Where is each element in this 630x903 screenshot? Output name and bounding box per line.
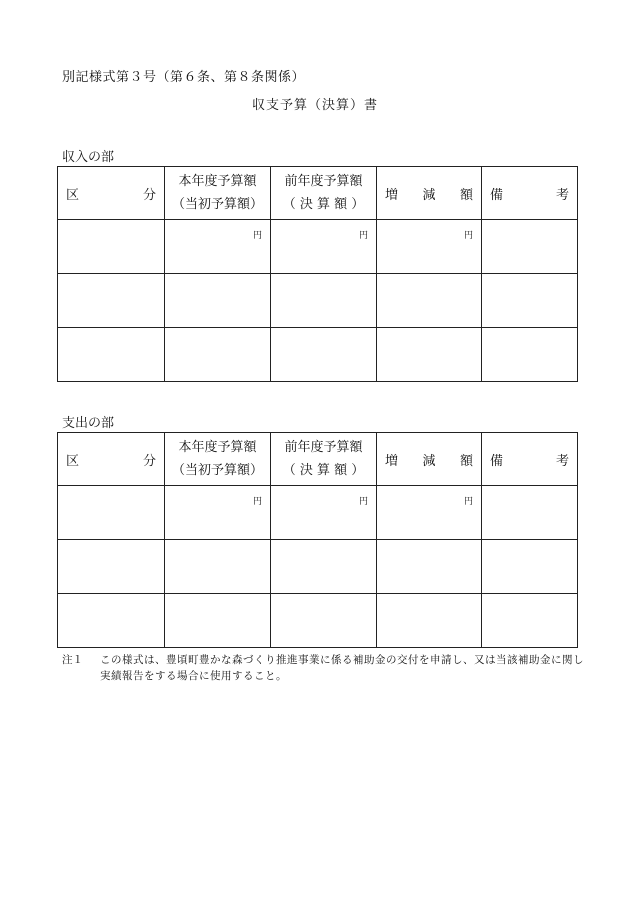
header-change-char: 額: [459, 453, 473, 469]
yen-unit: 円: [463, 231, 473, 241]
footnote: [62, 652, 586, 684]
header-current-year-label: 本年度予算額: [178, 440, 257, 455]
category-cell[interactable]: [58, 274, 165, 328]
income-header-row: [58, 167, 578, 220]
category-cell[interactable]: [58, 486, 165, 540]
header-change-char: 増: [385, 187, 399, 203]
expense-section-title: 支出の部: [62, 416, 115, 431]
current-year-cell[interactable]: [165, 328, 271, 382]
header-category-char: 分: [142, 453, 156, 469]
header-current-year-sublabel: （当初予算額）: [171, 197, 263, 212]
header-current-year-label: 本年度予算額: [178, 174, 257, 189]
category-cell[interactable]: [58, 220, 165, 274]
previous-year-cell[interactable]: [271, 486, 377, 540]
current-year-cell[interactable]: [165, 220, 271, 274]
change-cell[interactable]: [377, 540, 482, 594]
header-current-year: [165, 167, 271, 220]
remarks-cell[interactable]: [482, 220, 578, 274]
change-cell[interactable]: [377, 220, 482, 274]
header-change: [377, 433, 482, 486]
previous-year-cell[interactable]: [271, 274, 377, 328]
current-year-cell[interactable]: [165, 594, 271, 648]
current-year-cell[interactable]: [165, 486, 271, 540]
header-category: [58, 433, 165, 486]
change-cell[interactable]: [377, 486, 482, 540]
remarks-cell[interactable]: [482, 540, 578, 594]
header-category: [58, 167, 165, 220]
yen-unit: 円: [358, 497, 368, 507]
header-remarks-char: 考: [555, 453, 569, 469]
header-current-year-sublabel: （当初予算額）: [171, 463, 263, 478]
header-previous-year: [271, 167, 377, 220]
header-previous-year-sublabel: （ 決 算 額 ）: [282, 463, 365, 478]
header-previous-year: [271, 433, 377, 486]
remarks-cell[interactable]: [482, 594, 578, 648]
header-change-char: 減: [422, 453, 436, 469]
header-current-year: [165, 433, 271, 486]
header-category-char: 区: [66, 453, 80, 469]
header-change-char: 額: [459, 187, 473, 203]
category-cell[interactable]: [58, 594, 165, 648]
current-year-cell[interactable]: [165, 274, 271, 328]
category-cell[interactable]: [58, 328, 165, 382]
header-remarks-char: 考: [555, 187, 569, 203]
expense-table: [57, 432, 578, 648]
header-change: [377, 167, 482, 220]
header-previous-year-label: 前年度予算額: [284, 174, 363, 189]
yen-unit: 円: [252, 231, 262, 241]
yen-unit: 円: [463, 497, 473, 507]
previous-year-cell[interactable]: [271, 594, 377, 648]
header-category-char: 区: [66, 187, 80, 203]
form-number: 別記様式第３号（第６条、第８条関係）: [62, 70, 306, 85]
header-previous-year-sublabel: （ 決 算 額 ）: [282, 197, 365, 212]
header-previous-year-label: 前年度予算額: [284, 440, 363, 455]
document-title: 収支予算（決算）書: [252, 98, 379, 113]
table-row: [58, 594, 578, 648]
table-row: [58, 274, 578, 328]
header-remarks: [482, 167, 578, 220]
header-change-char: 増: [385, 453, 399, 469]
header-remarks-char: 備: [490, 453, 504, 469]
yen-unit: 円: [358, 231, 368, 241]
header-change-char: 減: [422, 187, 436, 203]
header-remarks-char: 備: [490, 187, 504, 203]
income-section-title: 収入の部: [62, 150, 115, 165]
expense-header-row: [58, 433, 578, 486]
header-remarks: [482, 433, 578, 486]
change-cell[interactable]: [377, 594, 482, 648]
income-table: [57, 166, 578, 382]
category-cell[interactable]: [58, 540, 165, 594]
change-cell[interactable]: [377, 328, 482, 382]
remarks-cell[interactable]: [482, 328, 578, 382]
table-row: [58, 486, 578, 540]
header-category-char: 分: [142, 187, 156, 203]
footnote-text: この様式は、豊頃町豊かな森づくり推進事業に係る補助金の交付を申請し、又は当該補助金に関し実績報告をする場合に使用すること。: [100, 654, 584, 682]
yen-unit: 円: [252, 497, 262, 507]
change-cell[interactable]: [377, 274, 482, 328]
remarks-cell[interactable]: [482, 274, 578, 328]
table-row: [58, 328, 578, 382]
table-row: [58, 540, 578, 594]
previous-year-cell[interactable]: [271, 328, 377, 382]
footnote-label: 注１: [62, 654, 83, 666]
previous-year-cell[interactable]: [271, 540, 377, 594]
current-year-cell[interactable]: [165, 540, 271, 594]
table-row: [58, 220, 578, 274]
previous-year-cell[interactable]: [271, 220, 377, 274]
remarks-cell[interactable]: [482, 486, 578, 540]
